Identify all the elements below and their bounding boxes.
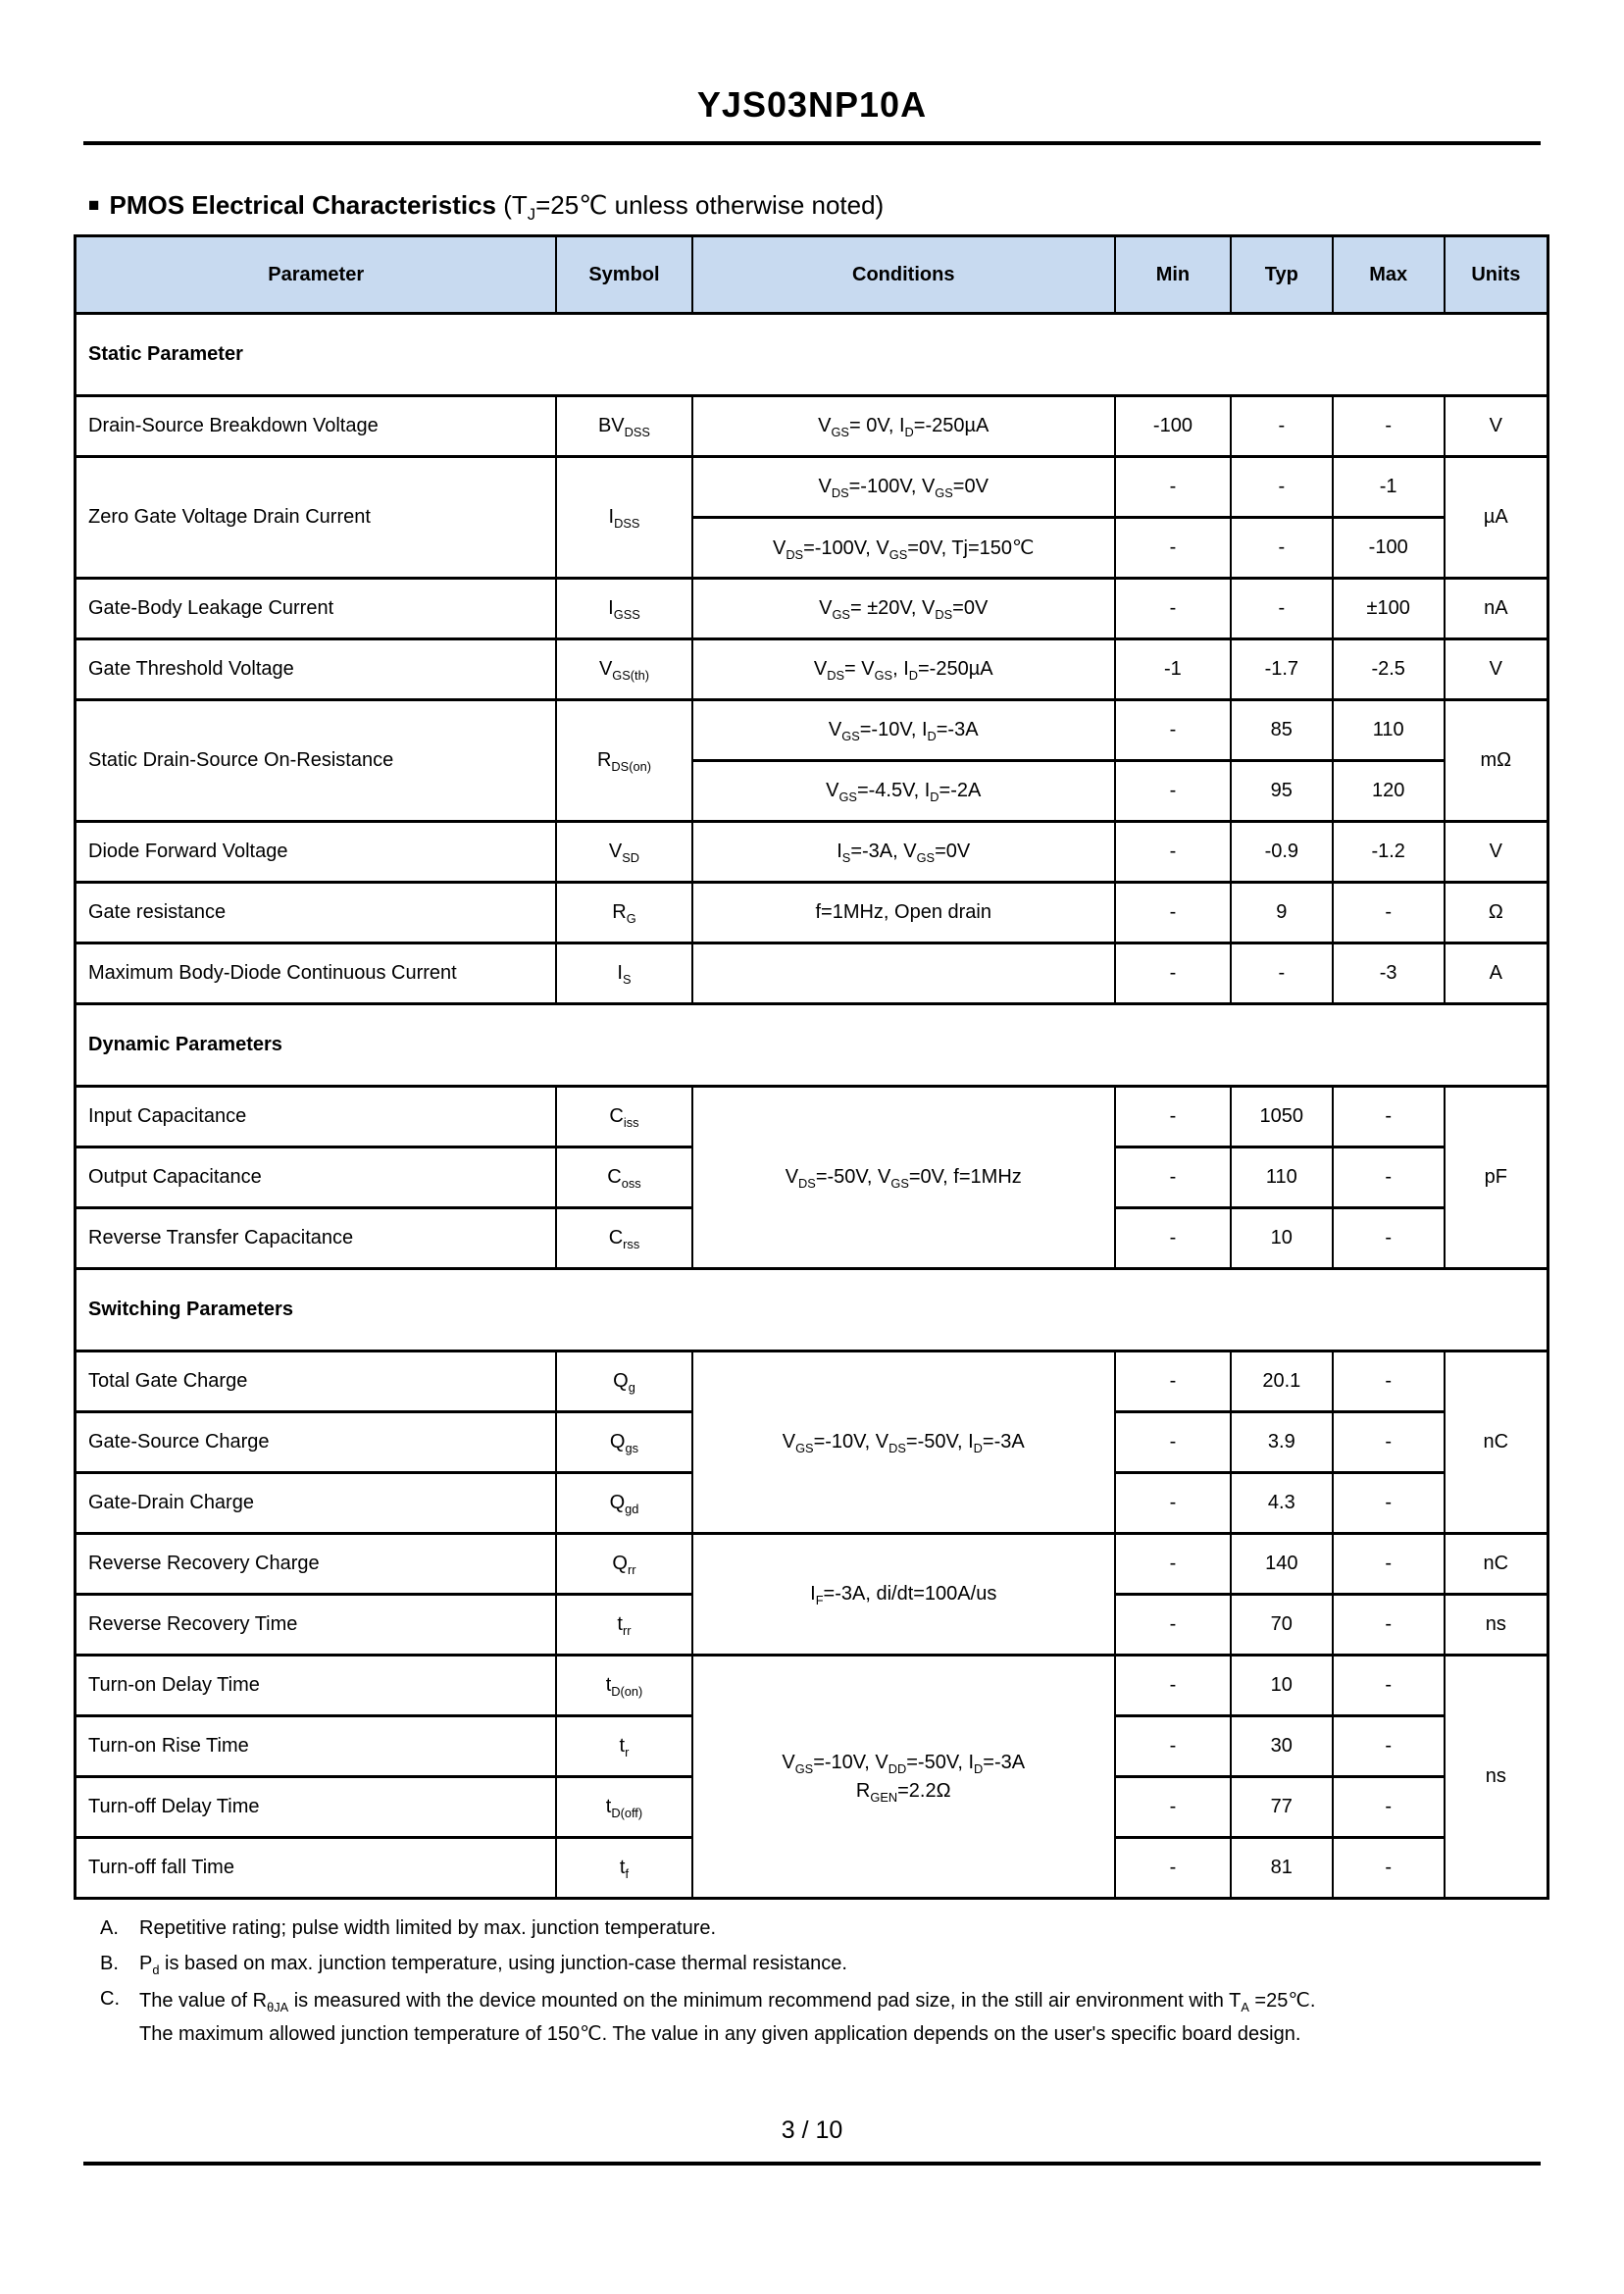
param-cell: Reverse Recovery Charge <box>76 1534 557 1595</box>
section-heading-title: PMOS Electrical Characteristics <box>109 190 497 220</box>
section-label: Static Parameter <box>76 314 1548 396</box>
typ-cell: 30 <box>1231 1716 1333 1777</box>
conditions-line-2: $R_{GEN}=2.2\Omega$ <box>855 1779 951 1805</box>
section-row-dynamic <box>76 1004 1548 1087</box>
table-row-rg <box>76 883 1548 943</box>
units-cell: A <box>1445 943 1548 1004</box>
typ-cell: - <box>1231 518 1333 579</box>
min-cell: - <box>1115 1534 1231 1595</box>
section-row-static <box>76 314 1548 396</box>
max-cell: - <box>1333 1351 1445 1412</box>
typ-cell: - <box>1231 579 1333 639</box>
param-cell: Gate resistance <box>76 883 557 943</box>
footnote-c-label: C. <box>100 1988 120 2010</box>
conditions-cell: $V_{GS}= 0V$, $I_D=-250\mu A$ <box>692 396 1115 457</box>
col-header-max: Max <box>1333 236 1445 314</box>
symbol-cell: $Q_g$ <box>556 1351 691 1412</box>
conditions-cell: $V_{DS}=-50V$, $V_{GS}=0V$, f=1MHz <box>692 1087 1115 1269</box>
col-header-units: Units <box>1445 236 1548 314</box>
footnote-a-text: Repetitive rating; pulse width limited by max. junction temperature. <box>139 1917 717 1939</box>
symbol-cell: $V_{SD}$ <box>556 822 691 883</box>
max-cell: - <box>1333 1208 1445 1269</box>
table-header-row <box>76 236 1548 314</box>
table-row-vsd <box>76 822 1548 883</box>
conditions-cell: $V_{DS}=-100V$, $V_{GS}=0V$ <box>692 457 1115 518</box>
units-cell: pF <box>1445 1087 1548 1269</box>
min-cell: - <box>1115 1777 1231 1838</box>
param-cell: Turn-on Rise Time <box>76 1716 557 1777</box>
min-cell: - <box>1115 1473 1231 1534</box>
square-bullet-icon: ■ <box>88 195 100 216</box>
title-divider <box>83 141 1541 145</box>
table-row-vgsth <box>76 639 1548 700</box>
typ-cell: 10 <box>1231 1656 1333 1716</box>
min-cell: -100 <box>1115 396 1231 457</box>
min-cell: - <box>1115 1087 1231 1147</box>
units-cell: V <box>1445 396 1548 457</box>
symbol-cell: $I_{DSS}$ <box>556 457 691 579</box>
table-row-qrr <box>76 1534 1548 1595</box>
param-cell: Zero Gate Voltage Drain Current <box>76 457 557 579</box>
table-row-igss <box>76 579 1548 639</box>
footnote-c <box>100 1988 1624 2013</box>
footer-divider <box>83 2162 1541 2166</box>
conditions-cell: $V_{GS}=-4.5V$, $I_D=-2A$ <box>692 761 1115 822</box>
conditions-cell: $V_{GS}=-10V$, $I_D=-3A$ <box>692 700 1115 761</box>
param-cell: Diode Forward Voltage <box>76 822 557 883</box>
conditions-cell: $I_F=-3A$, di/dt=100A/us <box>692 1534 1115 1656</box>
symbol-cell: $Q_{gd}$ <box>556 1473 691 1534</box>
units-cell: V <box>1445 639 1548 700</box>
symbol-cell: $t_f$ <box>556 1838 691 1899</box>
typ-cell: 81 <box>1231 1838 1333 1899</box>
max-cell: - <box>1333 1595 1445 1656</box>
max-cell: - <box>1333 1147 1445 1208</box>
units-cell: ns <box>1445 1656 1548 1899</box>
param-cell: Maximum Body-Diode Continuous Current <box>76 943 557 1004</box>
typ-cell: 4.3 <box>1231 1473 1333 1534</box>
max-cell: - <box>1333 883 1445 943</box>
typ-cell: 3.9 <box>1231 1412 1333 1473</box>
units-cell: nA <box>1445 579 1548 639</box>
section-label: Dynamic Parameters <box>76 1004 1548 1087</box>
col-header-parameter: Parameter <box>76 236 557 314</box>
symbol-cell: $I_S$ <box>556 943 691 1004</box>
symbol-cell: $t_{D(on)}$ <box>556 1656 691 1716</box>
conditions-cell: $I_S=-3A$, $V_{GS}=0V$ <box>692 822 1115 883</box>
footnote-c-text-line1: The value of $R_{\theta JA}$ is measured with the device mounted on the minimum recommend pad size, in the still air environment with $T_A$ =25℃. <box>139 1990 1316 2014</box>
symbol-cell: $C_{oss}$ <box>556 1147 691 1208</box>
max-cell: -2.5 <box>1333 639 1445 700</box>
param-cell: Drain-Source Breakdown Voltage <box>76 396 557 457</box>
units-cell: µA <box>1445 457 1548 579</box>
section-label: Switching Parameters <box>76 1269 1548 1351</box>
conditions-cell: $V_{DS}= V_{GS}$, $I_D=-250\mu A$ <box>692 639 1115 700</box>
conditions-line-1: $V_{GS}=-10V$, $V_{DD}=-50V$, $I_D=-3A$ <box>782 1751 1026 1776</box>
min-cell: - <box>1115 457 1231 518</box>
max-cell: - <box>1333 396 1445 457</box>
typ-cell: 95 <box>1231 761 1333 822</box>
param-cell: Gate-Drain Charge <box>76 1473 557 1534</box>
min-cell: - <box>1115 761 1231 822</box>
min-cell: - <box>1115 1595 1231 1656</box>
page-number: 3 / 10 <box>781 2116 843 2144</box>
min-cell: - <box>1115 1147 1231 1208</box>
max-cell: -1.2 <box>1333 822 1445 883</box>
col-header-symbol: Symbol <box>556 236 691 314</box>
symbol-cell: $C_{rss}$ <box>556 1208 691 1269</box>
min-cell: - <box>1115 1656 1231 1716</box>
param-cell: Input Capacitance <box>76 1087 557 1147</box>
min-cell: - <box>1115 1351 1231 1412</box>
col-header-conditions: Conditions <box>692 236 1115 314</box>
units-cell: Ω <box>1445 883 1548 943</box>
max-cell: -3 <box>1333 943 1445 1004</box>
max-cell: 120 <box>1333 761 1445 822</box>
conditions-cell <box>692 1656 1115 1899</box>
max-cell: - <box>1333 1473 1445 1534</box>
footnote-a <box>100 1917 1624 1940</box>
min-cell: - <box>1115 579 1231 639</box>
min-cell: - <box>1115 1208 1231 1269</box>
typ-cell: 10 <box>1231 1208 1333 1269</box>
param-cell: Total Gate Charge <box>76 1351 557 1412</box>
table-row-qg <box>76 1351 1548 1412</box>
section-heading-condition: ($T_J=25℃$ unless otherwise noted) <box>496 190 885 225</box>
typ-cell: 77 <box>1231 1777 1333 1838</box>
footnote-a-label: A. <box>100 1917 119 1939</box>
typ-cell: 9 <box>1231 883 1333 943</box>
param-cell: Output Capacitance <box>76 1147 557 1208</box>
min-cell: - <box>1115 1716 1231 1777</box>
symbol-cell: $t_{D(off)}$ <box>556 1777 691 1838</box>
min-cell: - <box>1115 883 1231 943</box>
min-cell: -1 <box>1115 639 1231 700</box>
max-cell: - <box>1333 1087 1445 1147</box>
min-cell: - <box>1115 822 1231 883</box>
col-header-min: Min <box>1115 236 1231 314</box>
typ-cell: 110 <box>1231 1147 1333 1208</box>
param-cell: Reverse Recovery Time <box>76 1595 557 1656</box>
units-cell: V <box>1445 822 1548 883</box>
param-cell: Reverse Transfer Capacitance <box>76 1208 557 1269</box>
units-cell: ns <box>1445 1595 1548 1656</box>
symbol-cell: $I_{GSS}$ <box>556 579 691 639</box>
typ-cell: 85 <box>1231 700 1333 761</box>
symbol-cell: $t_r$ <box>556 1716 691 1777</box>
section-row-switching <box>76 1269 1548 1351</box>
param-cell: Gate-Source Charge <box>76 1412 557 1473</box>
param-cell: Gate Threshold Voltage <box>76 639 557 700</box>
table-row-tdon <box>76 1656 1548 1716</box>
max-cell: - <box>1333 1412 1445 1473</box>
symbol-cell: $Q_{rr}$ <box>556 1534 691 1595</box>
max-cell: - <box>1333 1534 1445 1595</box>
max-cell: - <box>1333 1716 1445 1777</box>
max-cell: - <box>1333 1777 1445 1838</box>
conditions-cell: $V_{DS}=-100V$, $V_{GS}=0V$, Tj=150℃ <box>692 518 1115 579</box>
symbol-cell: $t_{rr}$ <box>556 1595 691 1656</box>
symbol-cell: $Q_{gs}$ <box>556 1412 691 1473</box>
footnote-b-label: B. <box>100 1953 119 1974</box>
typ-cell: 20.1 <box>1231 1351 1333 1412</box>
units-cell: nC <box>1445 1534 1548 1595</box>
param-cell: Static Drain-Source On-Resistance <box>76 700 557 822</box>
footnotes <box>100 1917 1624 2046</box>
max-cell: 110 <box>1333 700 1445 761</box>
max-cell: - <box>1333 1656 1445 1716</box>
min-cell: - <box>1115 518 1231 579</box>
col-header-typ: Typ <box>1231 236 1333 314</box>
page-title: YJS03NP10A <box>696 84 928 125</box>
table-row-idss-1 <box>76 457 1548 518</box>
footnote-b-text: $P_d$ is based on max. junction temperature, using junction-case thermal resistance. <box>139 1953 847 1977</box>
typ-cell: 70 <box>1231 1595 1333 1656</box>
symbol-cell: $R_{DS(on)}$ <box>556 700 691 822</box>
symbol-cell: $V_{GS(th)}$ <box>556 639 691 700</box>
conditions-cell: f=1MHz, Open drain <box>692 883 1115 943</box>
param-cell: Gate-Body Leakage Current <box>76 579 557 639</box>
max-cell: ±100 <box>1333 579 1445 639</box>
typ-cell: - <box>1231 396 1333 457</box>
min-cell: - <box>1115 1838 1231 1899</box>
footnote-c-text-line2: The maximum allowed junction temperature of 150℃. The value in any given application depends on the user's specific board design. <box>139 2023 1301 2045</box>
typ-cell: 1050 <box>1231 1087 1333 1147</box>
conditions-cell: $V_{GS}=-10V$, $V_{DS}=-50V$, $I_D=-3A$ <box>692 1351 1115 1534</box>
typ-cell: -1.7 <box>1231 639 1333 700</box>
electrical-characteristics-table <box>74 234 1549 1900</box>
conditions-cell <box>692 943 1115 1004</box>
table-row-bvdss <box>76 396 1548 457</box>
units-cell: nC <box>1445 1351 1548 1534</box>
footnote-b <box>100 1953 1624 1975</box>
min-cell: - <box>1115 700 1231 761</box>
table-row-ciss <box>76 1087 1548 1147</box>
param-cell: Turn-on Delay Time <box>76 1656 557 1716</box>
typ-cell: - <box>1231 457 1333 518</box>
max-cell: - <box>1333 1838 1445 1899</box>
max-cell: -100 <box>1333 518 1445 579</box>
table-row-is <box>76 943 1548 1004</box>
typ-cell: 140 <box>1231 1534 1333 1595</box>
symbol-cell: $BV_{DSS}$ <box>556 396 691 457</box>
param-cell: Turn-off fall Time <box>76 1838 557 1899</box>
min-cell: - <box>1115 1412 1231 1473</box>
typ-cell: -0.9 <box>1231 822 1333 883</box>
param-cell: Turn-off Delay Time <box>76 1777 557 1838</box>
symbol-cell: $C_{iss}$ <box>556 1087 691 1147</box>
section-heading <box>88 190 1624 225</box>
typ-cell: - <box>1231 943 1333 1004</box>
min-cell: - <box>1115 943 1231 1004</box>
conditions-cell: $V_{GS}= \pm 20V$, $V_{DS}=0V$ <box>692 579 1115 639</box>
max-cell: -1 <box>1333 457 1445 518</box>
symbol-cell: $R_G$ <box>556 883 691 943</box>
table-row-rdson-1 <box>76 700 1548 761</box>
units-cell: mΩ <box>1445 700 1548 822</box>
